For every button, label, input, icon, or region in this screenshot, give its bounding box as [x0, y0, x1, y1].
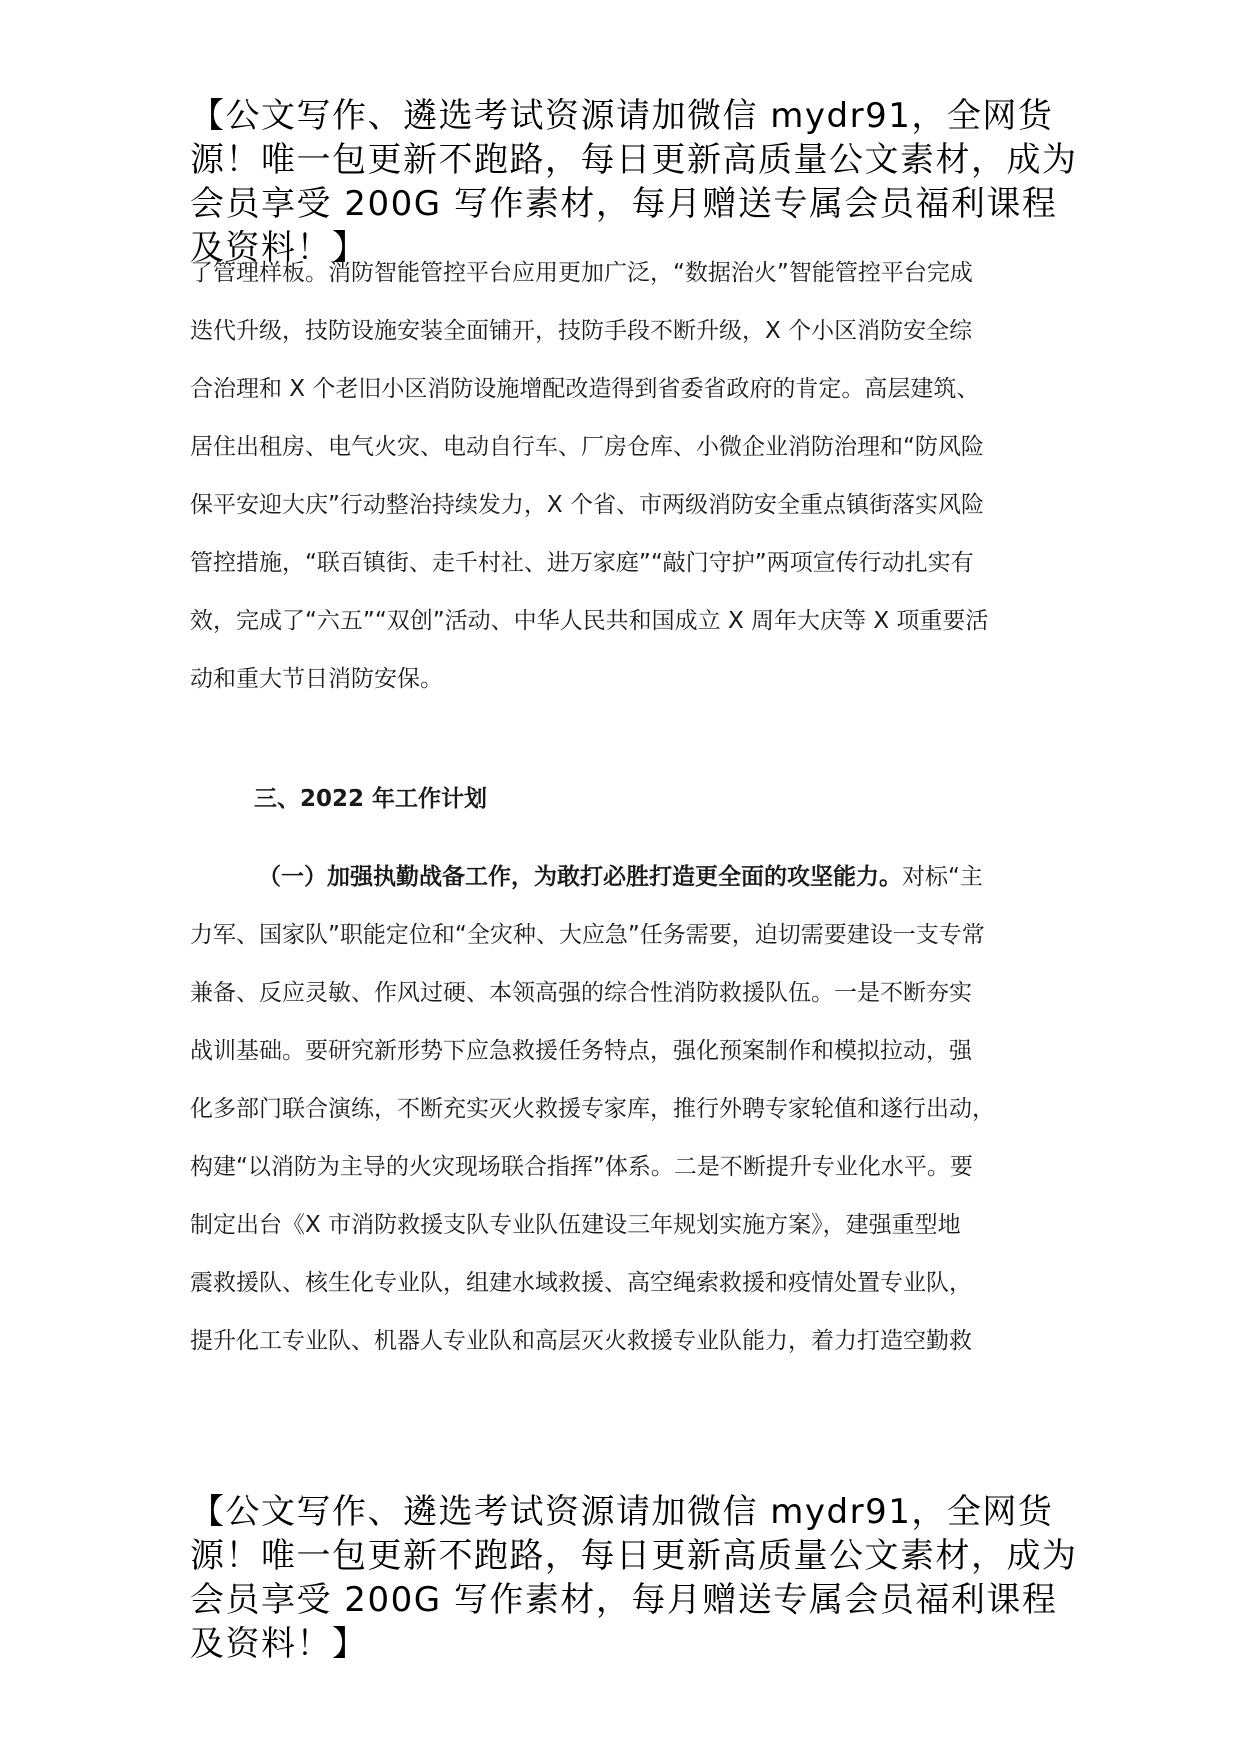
- ad-banner-top: 【公文写作、遴选考试资源请加微信 mydr91，全网货源！唯一包更新不跑路，每日更新高质量公文素材，成为会员享受 200G 写作素材，每月赠送专属会员福利课程及资料！】: [190, 96, 1078, 268]
- body-line: 战训基础。要研究新形势下应急救援任务特点，强化预案制作和模拟拉动，强: [190, 1038, 972, 1064]
- subsection-heading: （一）加强执勤战备工作，为敢打必胜打造更全面的攻坚能力。: [258, 864, 902, 890]
- body-line: 提升化工专业队、机器人专业队和高层灭火救援专业队能力，着力打造空勤救: [190, 1328, 972, 1354]
- body-line: 迭代升级，技防设施安装全面铺开，技防手段不断升级，X 个小区消防安全综: [190, 318, 973, 344]
- body-line: 效，完成了“六五”“双创”活动、中华人民共和国成立 X 周年大庆等 X 项重要活: [190, 608, 989, 634]
- body-line: 构建“以消防为主导的火灾现场联合指挥”体系。二是不断提升专业化水平。要: [190, 1154, 973, 1180]
- body-line: 了管理样板。消防智能管控平台应用更加广泛，“数据治火”智能管控平台完成: [190, 260, 973, 286]
- subsection-first-line: [258, 862, 983, 892]
- body-line: 力军、国家队”职能定位和“全灾种、大应急”任务需要，迫切需要建设一支专常: [190, 922, 985, 948]
- subsection-first-line-text: 对标“主: [902, 864, 983, 890]
- section-heading: 三、2022 年工作计划: [254, 786, 488, 812]
- body-line: 制定出台《X 市消防救援支队专业队伍建设三年规划实施方案》，建强重型地: [190, 1212, 961, 1238]
- body-line: 合治理和 X 个老旧小区消防设施增配改造得到省委省政府的肯定。高层建筑、: [190, 376, 980, 402]
- body-line: 化多部门联合演练，不断充实灭火救援专家库，推行外聘专家轮值和遂行出动，: [190, 1096, 995, 1122]
- body-line: 居住出租房、电气火灾、电动自行车、厂房仓库、小微企业消防治理和“防风险: [190, 434, 984, 460]
- ad-banner-bottom: 【公文写作、遴选考试资源请加微信 mydr91，全网货源！唯一包更新不跑路，每日更新高质量公文素材，成为会员享受 200G 写作素材，每月赠送专属会员福利课程及资料！】: [190, 1492, 1078, 1664]
- body-line: 兼备、反应灵敏、作风过硬、本领高强的综合性消防救援队伍。一是不断夯实: [190, 980, 972, 1006]
- body-line: 保平安迎大庆”行动整治持续发力，X 个省、市两级消防安全重点镇街落实风险: [190, 492, 984, 518]
- body-line: 动和重大节日消防安保。: [190, 666, 443, 692]
- body-line: 震救援队、核生化专业队，组建水域救援、高空绳索救援和疫情处置专业队，: [190, 1270, 972, 1296]
- body-line: 管控措施，“联百镇街、走千村社、进万家庭”“敲门守护”两项宣传行动扎实有: [190, 550, 974, 576]
